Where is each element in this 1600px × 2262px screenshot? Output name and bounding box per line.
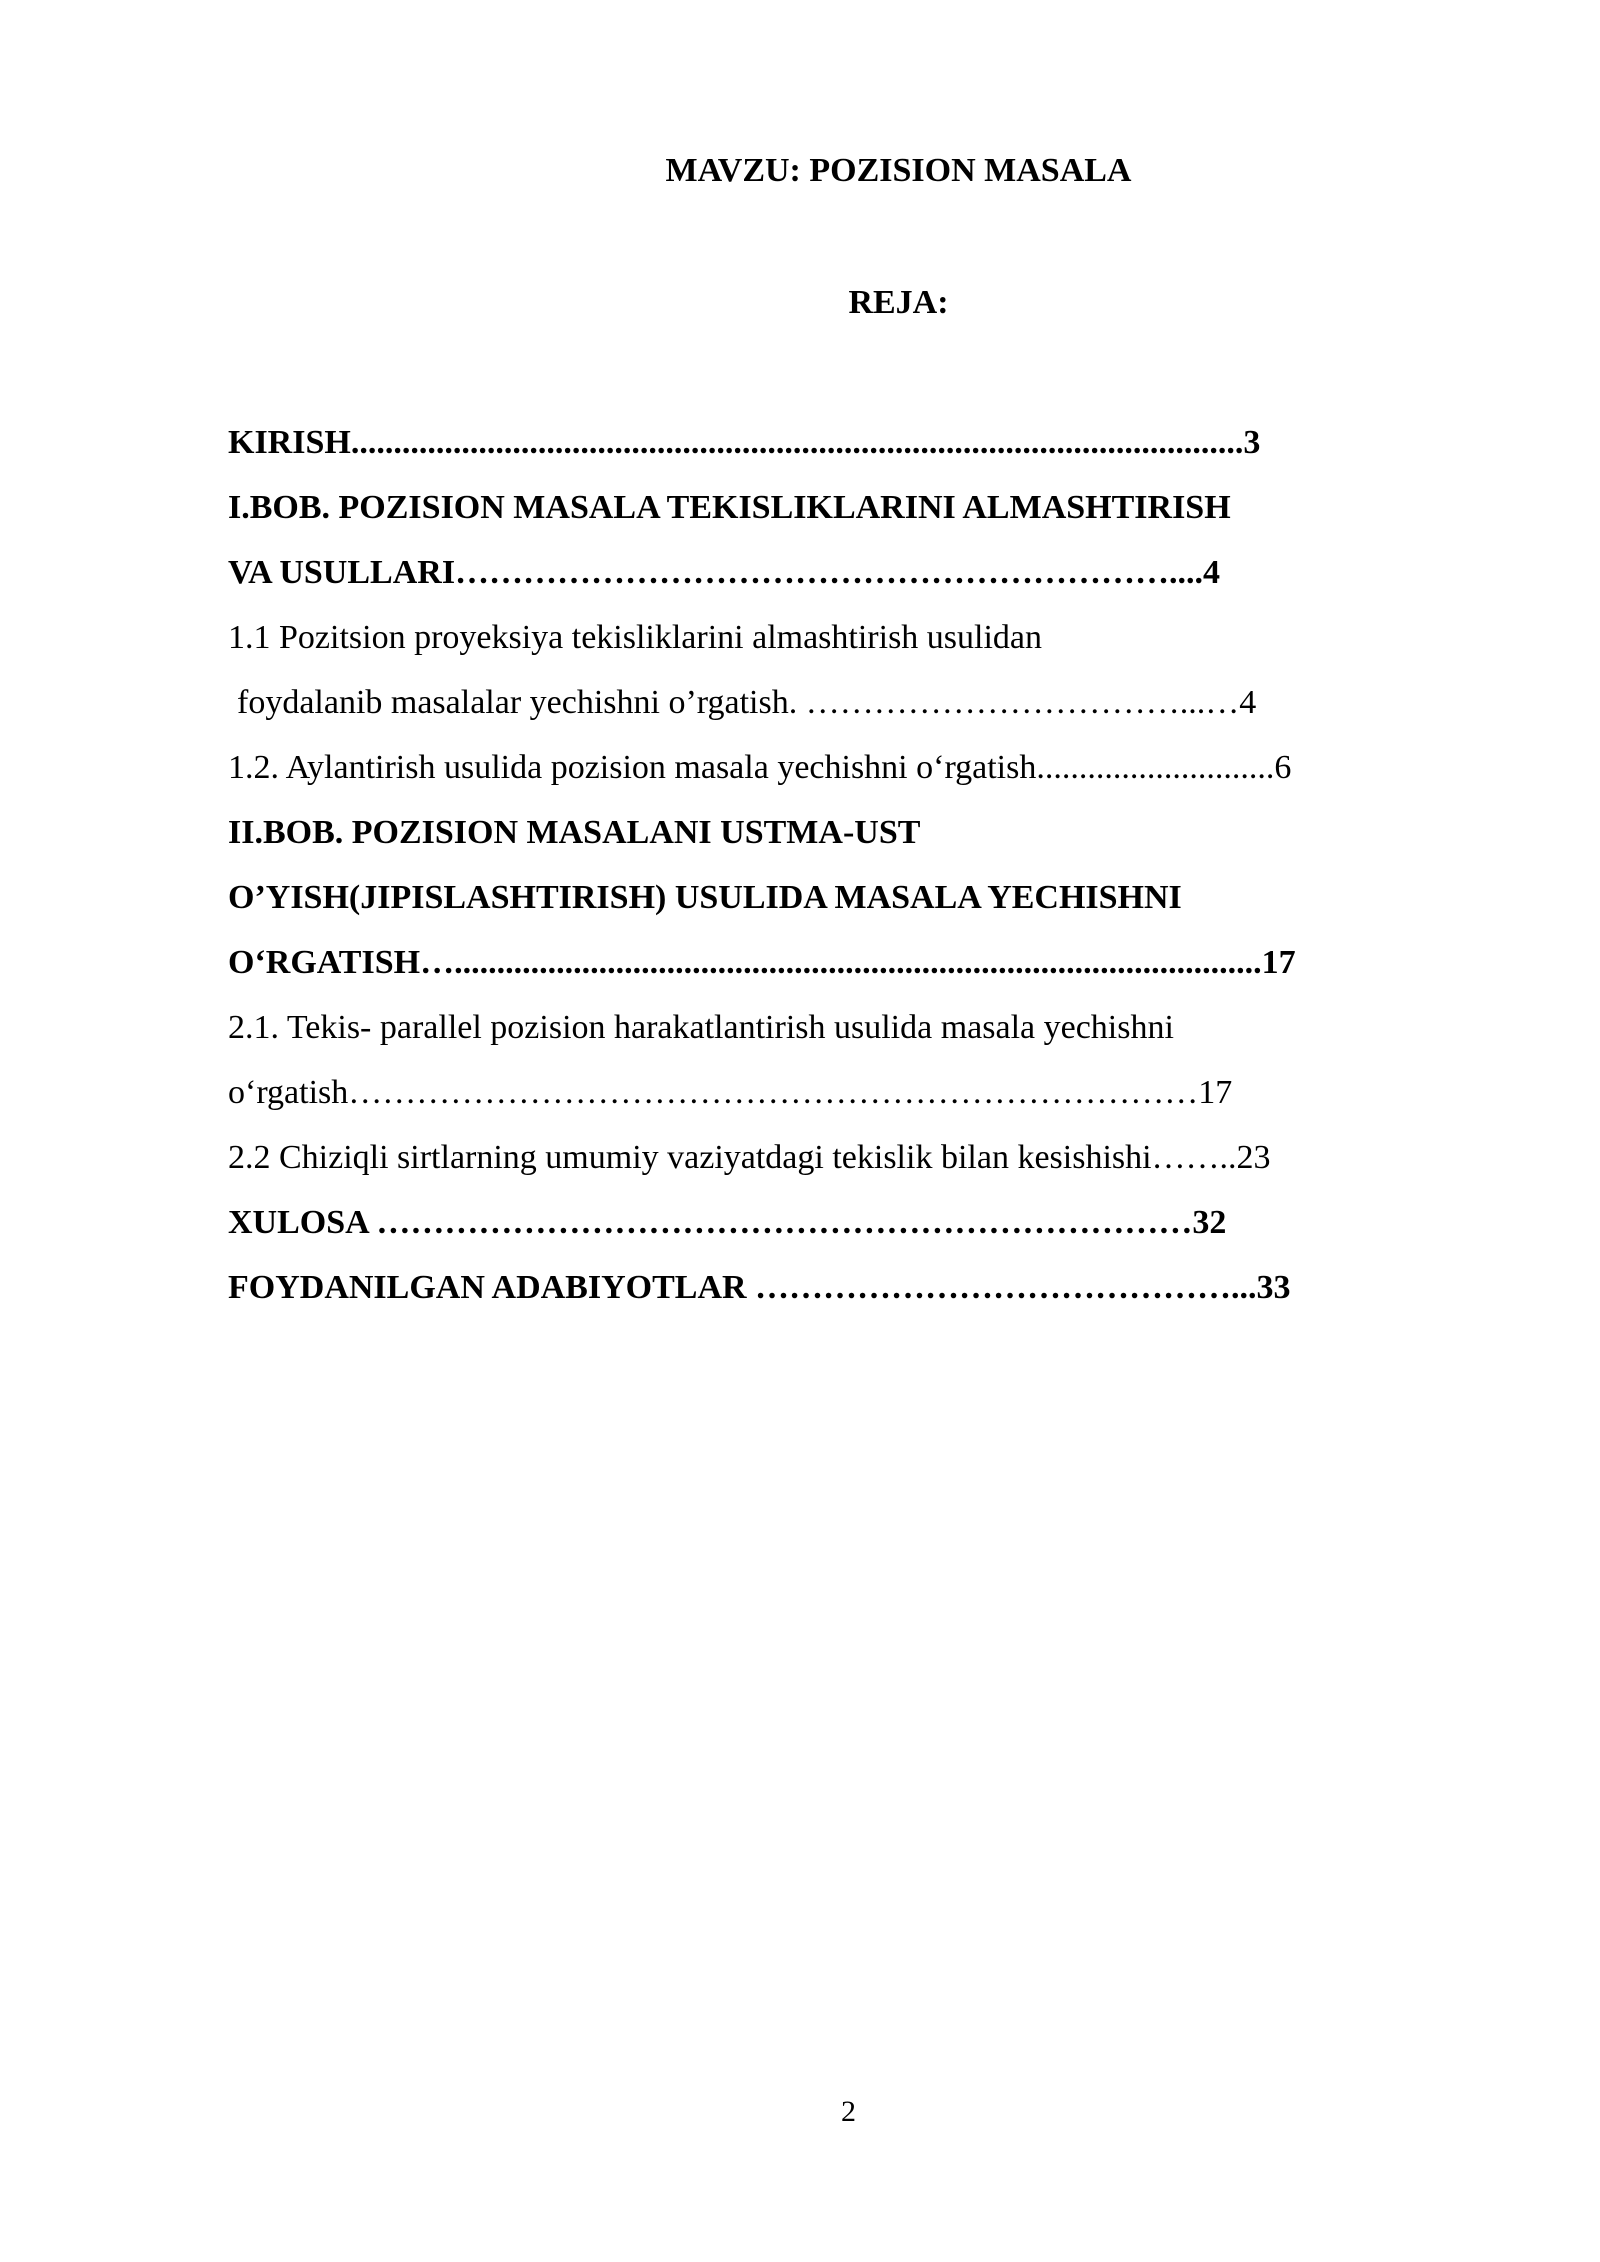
toc-entry: 1.1 Pozitsion proyeksiya tekisliklarini almashtirish usulidan	[228, 619, 1043, 656]
toc-entry: O’YISH(JIPISLASHTIRISH) USULIDA MASALA YECHISHNI	[228, 879, 1182, 916]
toc-entry: VA USULLARI………………………………………………………....4	[228, 554, 1221, 591]
table-of-contents	[228, 410, 1424, 1320]
document-title: MAVZU: POZISION MASALA	[665, 152, 1132, 189]
toc-entry: 2.1. Tekis- parallel pozision harakatlantirish usulida masala yechishni	[228, 1009, 1174, 1046]
toc-entry: o‘rgatish…………………………………………………………………17	[228, 1074, 1233, 1111]
toc-entry: I.BOB. POZISION MASALA TEKISLIKLARINI ALMASHTIRISH	[228, 489, 1231, 526]
page-number: 2	[841, 2095, 856, 2128]
toc-entry: 1.2. Aylantirish usulida pozision masala yechishni o‘rgatish............................6	[228, 749, 1292, 786]
toc-entry: 2.2 Chiziqli sirtlarning umumiy vaziyatdagi tekislik bilan kesishishi……..23	[228, 1139, 1271, 1176]
toc-entry: foydalanib masalalar yechishni o’rgatish. ……………………………...…4	[237, 684, 1257, 721]
toc-entry: FOYDANILGAN ADABIYOTLAR ……………………………………...33	[228, 1269, 1291, 1306]
toc-entry: KIRISH.........................................................................................................3	[228, 424, 1261, 461]
toc-entry: O‘RGATISH…...............................................................................................17	[228, 944, 1296, 981]
plan-heading: REJA:	[848, 284, 949, 321]
toc-entry: XULOSA ………………………………………………………………32	[228, 1204, 1227, 1241]
toc-entry: II.BOB. POZISION MASALANI USTMA-UST	[228, 814, 921, 851]
